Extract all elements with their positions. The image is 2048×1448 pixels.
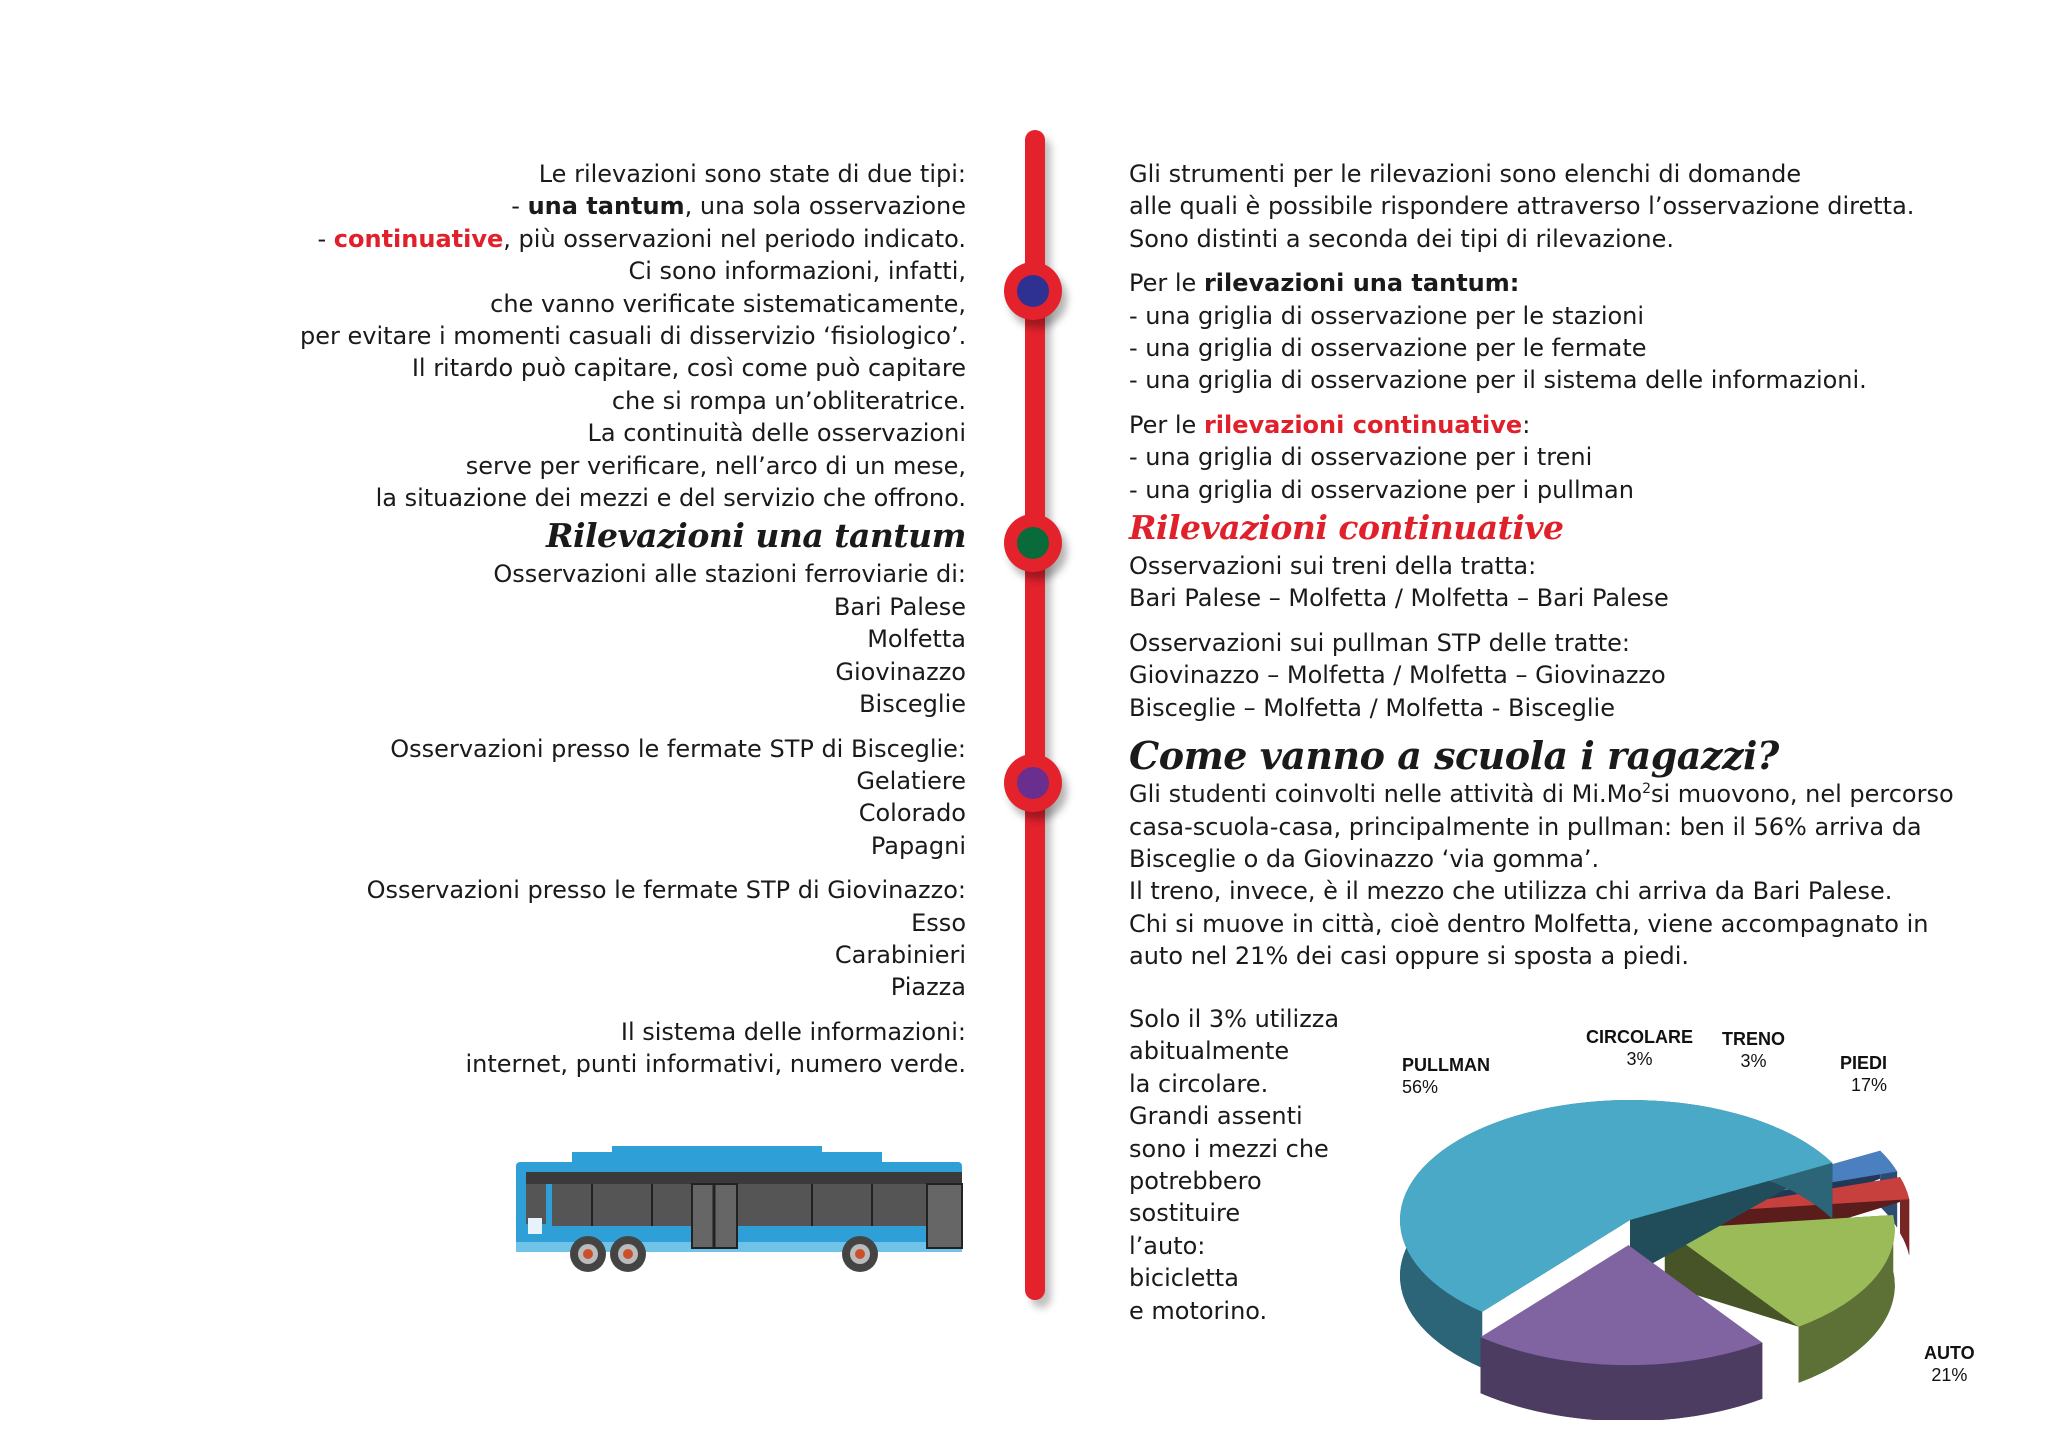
left-intro-line: serve per verificare, nell’arco di un mese, — [465, 451, 966, 480]
timeline-node-1 — [1004, 262, 1062, 320]
scuola-superscript: 2 — [1642, 781, 1651, 798]
left-intro-line: che si rompa un’obliteratrice. — [611, 386, 966, 415]
small-para-line: Solo il 3% utilizza — [1129, 1005, 1340, 1033]
una-tantum-block — [1129, 267, 1889, 397]
una-tantum-line — [1129, 267, 1889, 299]
continuative-item: - una griglia di osservazione per i treni — [1129, 443, 1593, 472]
buses-heading: Osservazioni sui pullman STP delle tratte: — [1129, 628, 1630, 657]
right-intro-line: Sono distinti a seconda dei tipi di rilevazione. — [1129, 224, 1674, 253]
station-item: Bari Palese — [833, 592, 966, 621]
una-tantum-items — [1129, 300, 1889, 397]
left-intro-line: La continuità delle osservazioni — [587, 419, 966, 448]
continuative-items — [1129, 441, 1889, 506]
small-para-line: l’auto: — [1129, 1231, 1206, 1260]
station-item: Giovinazzo — [835, 657, 966, 686]
scuola-line-1a: Gli studenti coinvolti nelle attività di Mi.Mo — [1129, 780, 1643, 809]
giovinazzo-stop-item: Carabinieri — [834, 940, 966, 969]
pie-chart — [1330, 1020, 1975, 1420]
bus-routes — [1129, 659, 1889, 724]
pie-label-treno: TRENO 3% — [1722, 1029, 1785, 1071]
una-tantum-label: rilevazioni una tantum: — [1203, 269, 1520, 298]
left-column — [300, 158, 966, 1081]
left-intro-line: che vanno verificate sistematicamente, — [490, 289, 966, 318]
small-para-line: e motorino. — [1129, 1296, 1268, 1325]
pie-label-auto: AUTO 21% — [1924, 1343, 1975, 1385]
una-tantum-item: - una griglia di osservazione per le fermate — [1129, 334, 1647, 363]
timeline-node-2-dot — [1017, 527, 1049, 559]
station-item: Bisceglie — [859, 690, 966, 719]
left-intro-line: Il ritardo può capitare, così come può capitare — [411, 354, 966, 383]
bus-route-item: Giovinazzo – Molfetta / Molfetta – Giovinazzo — [1129, 661, 1666, 690]
stations-list — [300, 591, 966, 721]
giovinazzo-block — [300, 874, 966, 1004]
info-text: internet, punti informativi, numero verde. — [465, 1050, 966, 1079]
station-item: Molfetta — [867, 625, 966, 654]
right-intro-line: alle quali è possibile rispondere attraverso l’osservazione diretta. — [1129, 192, 1915, 221]
title-una-tantum: Rilevazioni una tantum — [546, 516, 966, 556]
scuola-line: Chi si muove in città, cioè dentro Molfetta, viene accompagnato in — [1129, 909, 1929, 938]
pie-label-circolare: CIRCOLARE 3% — [1586, 1027, 1693, 1069]
timeline-node-3 — [1004, 754, 1062, 812]
giovinazzo-heading: Osservazioni presso le fermate STP di Giovinazzo: — [366, 876, 966, 905]
bisceglie-stop-item: Colorado — [858, 799, 966, 828]
left-intro-line: - una tantum, una sola osservazione — [511, 192, 966, 221]
una-tantum-item: - una griglia di osservazione per il sistema delle informazioni. — [1129, 366, 1867, 395]
right-intro — [1129, 158, 1915, 255]
trains-block — [1129, 550, 1889, 615]
continuative-suffix: : — [1522, 410, 1531, 439]
scuola-block — [1129, 778, 1954, 972]
info-block — [300, 1016, 966, 1081]
title-continuative: Rilevazioni continuative — [1129, 508, 1564, 548]
scuola-line: casa-scuola-casa, principalmente in pullman: ben il 56% arriva da — [1129, 812, 1922, 841]
left-intro-line: - continuative, più osservazioni nel periodo indicato. — [317, 224, 966, 253]
bisceglie-stop-item: Gelatiere — [856, 766, 966, 795]
giovinazzo-stop-item: Piazza — [890, 973, 966, 1002]
small-para-line: sono i mezzi che — [1129, 1134, 1329, 1163]
continuative-label: rilevazioni continuative — [1203, 410, 1523, 439]
giovinazzo-stops-list — [300, 907, 966, 1004]
left-intro-line: Le rilevazioni sono state di due tipi: — [538, 160, 966, 188]
left-intro-line: per evitare i momenti casuali di disservizio ‘fisiologico’. — [300, 322, 967, 351]
scuola-line-1b: si muovono, nel percorso — [1651, 780, 1954, 809]
una-tantum-item: - una griglia di osservazione per le stazioni — [1129, 301, 1645, 330]
right-intro-line: Gli strumenti per le rilevazioni sono elenchi di domande — [1129, 160, 1802, 188]
scuola-line-1 — [1129, 778, 1954, 810]
una-tantum-prefix: Per le — [1129, 269, 1204, 298]
small-para-line: abitualmente — [1129, 1037, 1290, 1066]
continuative-prefix: Per le — [1129, 410, 1204, 439]
small-para-line: bicicletta — [1129, 1264, 1239, 1293]
scuola-line: Il treno, invece, è il mezzo che utilizza chi arriva da Bari Palese. — [1129, 877, 1893, 906]
scuola-lines — [1129, 811, 1929, 973]
pie-label-pullman: PULLMAN 56% — [1402, 1055, 1490, 1097]
small-para-line: sostituire — [1129, 1199, 1241, 1228]
giovinazzo-stop-item: Esso — [911, 908, 966, 937]
buses-block — [1129, 627, 1889, 724]
stations-block — [300, 558, 966, 720]
bisceglie-stops-list — [300, 765, 966, 862]
small-para-line: la circolare. — [1129, 1069, 1269, 1098]
scuola-line: Bisceglie o da Giovinazzo ‘via gomma’. — [1129, 844, 1600, 873]
continuative-line — [1129, 409, 1889, 441]
left-intro — [300, 158, 966, 514]
title-scuola: Come vanno a scuola i ragazzi? — [1129, 733, 1779, 779]
small-para-line: Grandi assenti — [1129, 1102, 1303, 1131]
pie-label-piedi: PIEDI 17% — [1840, 1053, 1888, 1095]
left-intro-line: la situazione dei mezzi e del servizio che offrono. — [375, 484, 966, 513]
info-heading: Il sistema delle informazioni: — [620, 1017, 966, 1046]
timeline-node-2 — [1004, 514, 1062, 572]
continuative-item: - una griglia di osservazione per i pullman — [1129, 475, 1634, 504]
bisceglie-heading: Osservazioni presso le fermate STP di Bisceglie: — [390, 734, 966, 763]
timeline-node-1-dot — [1017, 275, 1049, 307]
right-column — [1129, 158, 1954, 973]
left-intro-line: Ci sono informazioni, infatti, — [628, 257, 966, 286]
bisceglie-stop-item: Papagni — [870, 831, 966, 860]
small-para-line: potrebbero — [1129, 1167, 1262, 1196]
bus-route-item: Bisceglie – Molfetta / Molfetta - Bisceglie — [1129, 693, 1615, 722]
bisceglie-block — [300, 733, 966, 863]
continuative-block — [1129, 409, 1889, 506]
trains-route: Bari Palese – Molfetta / Molfetta – Bari Palese — [1129, 584, 1669, 613]
stations-heading: Osservazioni alle stazioni ferroviarie di: — [493, 560, 966, 589]
bus-illustration — [512, 1142, 964, 1272]
timeline-node-3-dot — [1017, 767, 1049, 799]
trains-heading: Osservazioni sui treni della tratta: — [1129, 552, 1537, 581]
scuola-line: auto nel 21% dei casi oppure si sposta a piedi. — [1129, 942, 1689, 971]
